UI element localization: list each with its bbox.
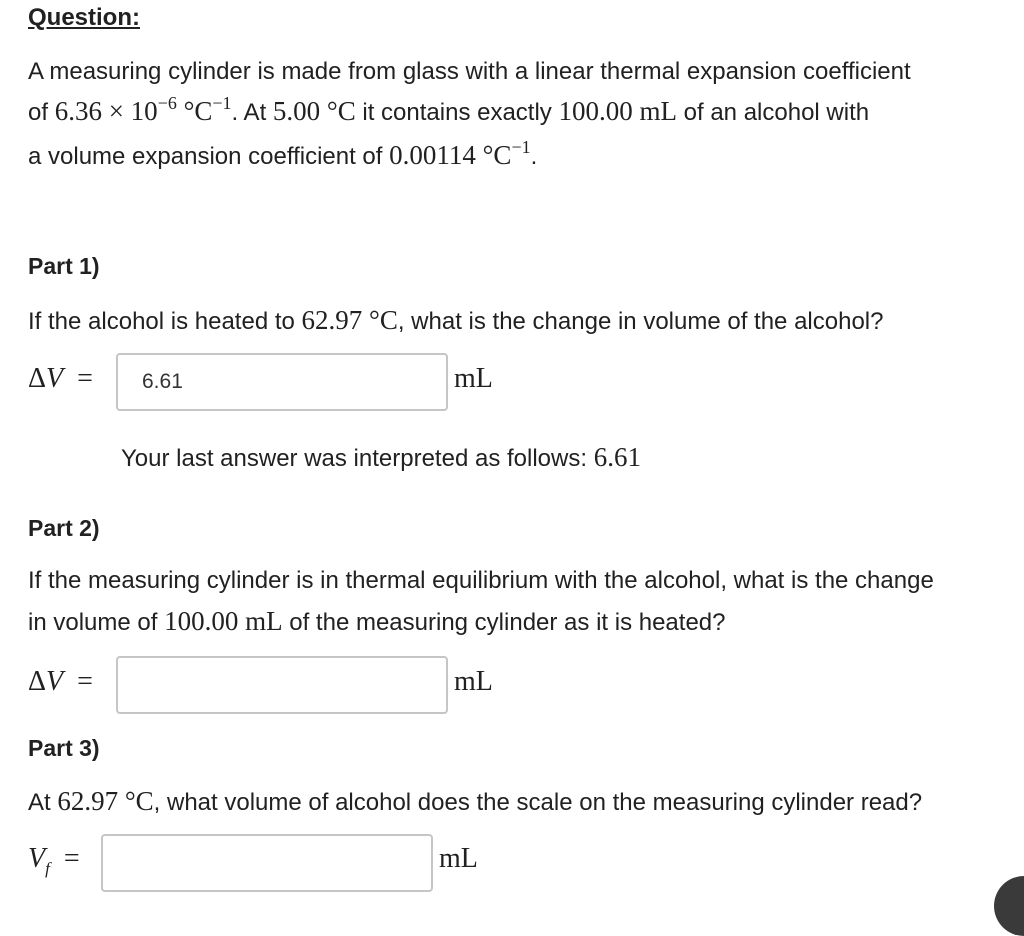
alpha-unit-exponent: −1 bbox=[212, 93, 232, 113]
question-line-2 bbox=[28, 93, 870, 127]
part1-interpretation bbox=[121, 442, 641, 473]
question-heading: Question: bbox=[28, 4, 140, 31]
text: Your last answer was interpreted as follows: bbox=[121, 445, 594, 472]
part1-lhs bbox=[28, 363, 93, 395]
alpha-exponent: −6 bbox=[157, 93, 177, 113]
delta-symbol: Δ bbox=[28, 666, 47, 697]
interpreted-value: 6.61 bbox=[593, 442, 641, 472]
text: of bbox=[28, 99, 55, 126]
variable: V bbox=[46, 666, 64, 697]
equals-sign: = bbox=[77, 666, 93, 697]
final-temperature: 62.97 °C bbox=[301, 305, 398, 335]
part2-unit: mL bbox=[454, 666, 493, 697]
part1-answer-input[interactable] bbox=[116, 353, 448, 411]
text: , what is the change in volume of the alcohol? bbox=[397, 308, 884, 335]
part3-answer-input[interactable] bbox=[101, 834, 433, 892]
alpha-value: 6.36 × 10 bbox=[54, 96, 158, 126]
part3-title: Part 3) bbox=[28, 735, 100, 761]
text: a volume expansion coefficient of bbox=[28, 143, 390, 170]
part1-title: Part 1) bbox=[28, 253, 100, 279]
text: in volume of bbox=[28, 609, 165, 636]
initial-volume: 100.00 mL bbox=[558, 96, 677, 126]
equals-sign: = bbox=[63, 843, 80, 874]
text: it contains exactly bbox=[355, 99, 559, 126]
text: . bbox=[530, 143, 538, 170]
variable: V bbox=[28, 843, 46, 874]
floating-action-button[interactable] bbox=[994, 876, 1024, 936]
equals-sign: = bbox=[77, 363, 93, 394]
part3-lhs bbox=[28, 843, 80, 878]
text: of the measuring cylinder as it is heated? bbox=[282, 609, 726, 636]
text: . At bbox=[231, 99, 273, 126]
text: of an alcohol with bbox=[676, 99, 870, 126]
question-line-1: A measuring cylinder is made from glass with a linear thermal expansion coefficient bbox=[28, 58, 911, 85]
variable: V bbox=[46, 363, 64, 394]
part2-prompt-line-1: If the measuring cylinder is in thermal equilibrium with the alcohol, what is the change bbox=[28, 567, 934, 594]
delta-symbol: Δ bbox=[28, 363, 47, 394]
part1-unit: mL bbox=[454, 363, 493, 394]
part1-prompt bbox=[28, 305, 883, 336]
part3-prompt bbox=[28, 786, 922, 817]
part2-title: Part 2) bbox=[28, 515, 100, 541]
subscript: f bbox=[45, 859, 50, 878]
question-line-3 bbox=[28, 137, 538, 171]
text: , what volume of alcohol does the scale on the measuring cylinder read? bbox=[153, 789, 923, 816]
text: If the alcohol is heated to bbox=[28, 308, 302, 335]
final-temperature: 62.97 °C bbox=[57, 786, 154, 816]
text: At bbox=[28, 789, 58, 816]
part2-prompt-line-2 bbox=[28, 606, 726, 637]
part3-unit: mL bbox=[439, 843, 478, 874]
part2-answer-input[interactable] bbox=[116, 656, 448, 714]
alpha-unit: °C bbox=[176, 96, 213, 126]
volume-value: 100.00 mL bbox=[164, 606, 283, 636]
part2-lhs bbox=[28, 666, 93, 698]
beta-exponent: −1 bbox=[511, 137, 531, 157]
initial-temperature: 5.00 °C bbox=[272, 96, 356, 126]
beta-value: 0.00114 °C bbox=[389, 140, 512, 170]
